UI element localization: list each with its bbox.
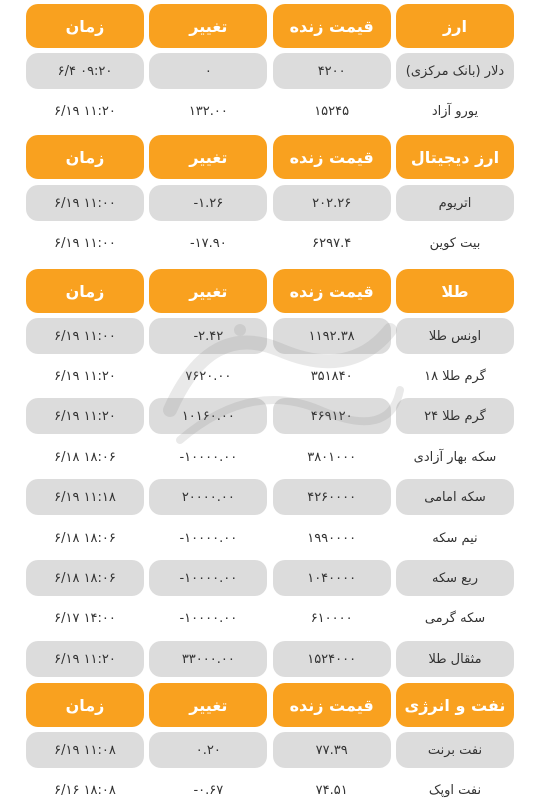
table-row — [0, 560, 540, 596]
header-live-price: قیمت زنده — [273, 683, 391, 727]
item-change: ۰ — [149, 53, 267, 89]
item-price: ۶۲۹۷.۴ — [273, 225, 391, 261]
item-change: -۱۰۰۰۰.۰۰ — [149, 600, 267, 636]
header-change: تغییر — [149, 683, 267, 727]
item-time: ۶/۱۹ ۱۱:۲۰ — [26, 93, 144, 129]
item-price: ۱۵۲۴۵ — [273, 93, 391, 129]
item-name: ربع سکه — [396, 560, 514, 596]
table-row — [0, 318, 540, 354]
item-change: ۰.۲۰ — [149, 732, 267, 768]
header-live-price: قیمت زنده — [273, 4, 391, 48]
item-name: یورو آزاد — [396, 93, 514, 129]
table-row — [0, 439, 540, 475]
header-time: زمان — [26, 269, 144, 313]
item-price: ۳۸۰۱۰۰۰ — [273, 439, 391, 475]
item-price: ۱۰۴۰۰۰۰ — [273, 560, 391, 596]
item-name: سکه گرمی — [396, 600, 514, 636]
item-name: دلار (بانک مرکزی) — [396, 53, 514, 89]
header-live-price: قیمت زنده — [273, 135, 391, 179]
item-time: ۶/۴ ۰۹:۲۰ — [26, 53, 144, 89]
item-time: ۶/۱۶ ۱۸:۰۸ — [26, 772, 144, 808]
table-row — [0, 732, 540, 768]
item-name: نفت اوپک — [396, 772, 514, 808]
item-change: ۳۳۰۰۰.۰۰ — [149, 641, 267, 677]
table-row — [0, 641, 540, 677]
item-change: -۰.۶۷ — [149, 772, 267, 808]
item-name: گرم طلا ۱۸ — [396, 358, 514, 394]
table-row — [0, 520, 540, 556]
item-price: ۱۵۲۴۰۰۰ — [273, 641, 391, 677]
item-name: اونس طلا — [396, 318, 514, 354]
item-price: ۳۵۱۸۴۰ — [273, 358, 391, 394]
item-name: بیت کوین — [396, 225, 514, 261]
table-row — [0, 772, 540, 808]
item-time: ۶/۱۷ ۱۴:۰۰ — [26, 600, 144, 636]
item-change: -۲.۴۲ — [149, 318, 267, 354]
item-change: -۱۰۰۰۰.۰۰ — [149, 439, 267, 475]
item-time: ۶/۱۹ ۱۱:۱۸ — [26, 479, 144, 515]
item-price: ۴۲۶۰۰۰۰ — [273, 479, 391, 515]
item-time: ۶/۱۹ ۱۱:۲۰ — [26, 358, 144, 394]
item-time: ۶/۱۹ ۱۱:۲۰ — [26, 641, 144, 677]
item-change: -۱۷.۹۰ — [149, 225, 267, 261]
item-price: ۴۶۹۱۲۰ — [273, 398, 391, 434]
item-change: ۲۰۰۰۰.۰۰ — [149, 479, 267, 515]
table-row — [0, 53, 540, 89]
header-change: تغییر — [149, 269, 267, 313]
item-time: ۶/۱۸ ۱۸:۰۶ — [26, 520, 144, 556]
item-time: ۶/۱۹ ۱۱:۰۰ — [26, 185, 144, 221]
item-price: ۲۰۲.۲۶ — [273, 185, 391, 221]
item-time: ۶/۱۸ ۱۸:۰۶ — [26, 560, 144, 596]
header-live-price: قیمت زنده — [273, 269, 391, 313]
item-change: -۱.۲۶ — [149, 185, 267, 221]
item-price: ۱۱۹۲.۳۸ — [273, 318, 391, 354]
item-time: ۶/۱۹ ۱۱:۰۸ — [26, 732, 144, 768]
header-gold: طلا — [396, 269, 514, 313]
item-name: سکه امامی — [396, 479, 514, 515]
item-price: ۶۱۰۰۰۰ — [273, 600, 391, 636]
header-time: زمان — [26, 135, 144, 179]
table-row — [0, 225, 540, 261]
item-time: ۶/۱۸ ۱۸:۰۶ — [26, 439, 144, 475]
table-row — [0, 358, 540, 394]
header-time: زمان — [26, 4, 144, 48]
crypto-header-row — [0, 135, 540, 179]
header-currency: ارز — [396, 4, 514, 48]
item-price: ۱۹۹۰۰۰۰ — [273, 520, 391, 556]
header-change: تغییر — [149, 135, 267, 179]
header-change: تغییر — [149, 4, 267, 48]
header-time: زمان — [26, 683, 144, 727]
item-change: -۱۰۰۰۰.۰۰ — [149, 560, 267, 596]
item-change: ۱۰۱۶۰.۰۰ — [149, 398, 267, 434]
item-price: ۷۷.۳۹ — [273, 732, 391, 768]
item-name: سکه بهار آزادی — [396, 439, 514, 475]
table-row — [0, 185, 540, 221]
item-name: مثقال طلا — [396, 641, 514, 677]
table-row — [0, 398, 540, 434]
item-time: ۶/۱۹ ۱۱:۰۰ — [26, 225, 144, 261]
item-price: ۷۴.۵۱ — [273, 772, 391, 808]
table-row — [0, 600, 540, 636]
gold-header-row — [0, 269, 540, 313]
item-change: -۱۰۰۰۰.۰۰ — [149, 520, 267, 556]
item-name: نیم سکه — [396, 520, 514, 556]
item-time: ۶/۱۹ ۱۱:۰۰ — [26, 318, 144, 354]
item-price: ۴۲۰۰ — [273, 53, 391, 89]
item-time: ۶/۱۹ ۱۱:۲۰ — [26, 398, 144, 434]
table-row — [0, 93, 540, 129]
item-name: نفت برنت — [396, 732, 514, 768]
header-crypto: ارز دیجیتال — [396, 135, 514, 179]
item-name: گرم طلا ۲۴ — [396, 398, 514, 434]
currency-header-row — [0, 4, 540, 48]
oil-header-row — [0, 683, 540, 727]
item-name: اتریوم — [396, 185, 514, 221]
item-change: ۷۶۲۰.۰۰ — [149, 358, 267, 394]
table-row — [0, 479, 540, 515]
item-change: ۱۳۲.۰۰ — [149, 93, 267, 129]
header-oil-energy: نفت و انرژی — [396, 683, 514, 727]
